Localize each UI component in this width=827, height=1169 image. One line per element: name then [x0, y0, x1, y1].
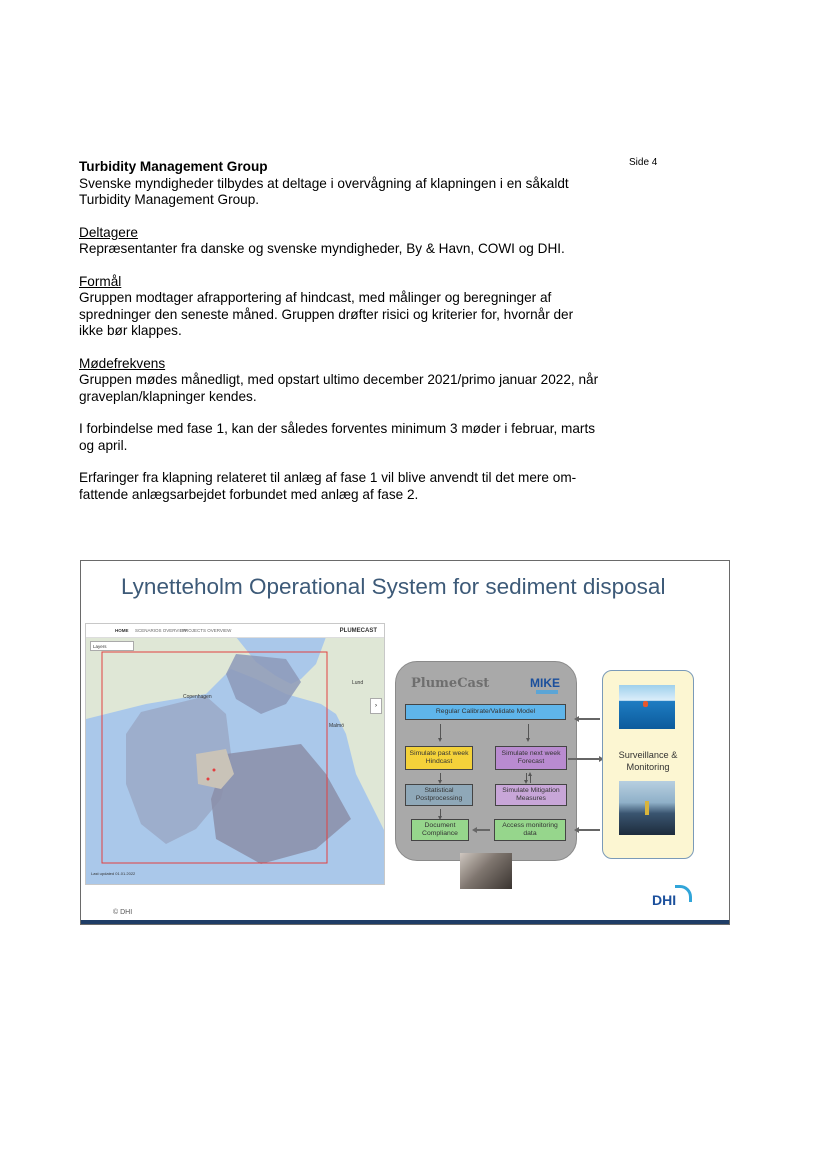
map-nav-scenarios[interactable]: SCENARIOS OVERVIEW — [135, 628, 187, 633]
text-block — [79, 159, 599, 503]
section-body-deltagere: Repræsentanter fra danske og svenske myndigheder, By & Havn, COWI og DHI. — [79, 241, 565, 256]
map-footer: Last updated 01.01.2022 — [91, 871, 136, 876]
section-title-formaal: Formål — [79, 273, 122, 289]
dhi-logo: DHI — [652, 892, 677, 908]
map-graphic — [86, 624, 385, 885]
section-body-formaal: Gruppen modtager afrapportering af hindcast, med målinger og beregninger af spredninger den seneste måned. Gruppen drøfter risici og kriterier for, hvornår der ikke bør klappes. — [79, 290, 574, 338]
sea-photo — [619, 781, 675, 835]
map-brand: PLUMECAST — [339, 628, 377, 634]
arrow-calibrate-forecast — [528, 724, 529, 738]
page-number: Side 4 — [629, 157, 658, 168]
map-panel — [85, 623, 385, 885]
heading: Turbidity Management Group — [79, 159, 268, 174]
access-box: Access monitoring data — [494, 819, 566, 841]
map-nav-projects[interactable]: PROJECTS OVERVIEW — [182, 628, 232, 633]
intro-paragraph: Svenske myndigheder tilbydes at deltage i overvågning af klapningen i en såkaldt Turbidity Management Group. — [79, 175, 569, 207]
layers-select[interactable]: Layers — [90, 641, 134, 651]
slide-figure — [80, 560, 730, 925]
zoom-button[interactable]: › — [370, 698, 382, 714]
buoy-photo — [619, 685, 675, 729]
disposal-marker — [213, 769, 216, 772]
arrow-surveillance-calibrate — [578, 718, 600, 720]
arrow-forecast-mitigation — [526, 773, 527, 780]
section-title-deltagere: Deltagere — [79, 224, 138, 240]
mike-logo: MIKE — [530, 676, 560, 690]
calibrate-box: Regular Calibrate/Validate Model — [405, 704, 566, 720]
mitigation-box: Simulate Mitigation Measures — [495, 784, 567, 806]
copyright: © DHI — [113, 909, 133, 916]
surveillance-label: Surveillance & Monitoring — [618, 750, 678, 772]
arrow-mitigation-forecast-line — [530, 775, 531, 783]
arrow-hindcast-postprocess — [440, 773, 441, 780]
slide-bottom-bar — [81, 920, 729, 924]
section-body-moedefrekvens: Gruppen mødes månedligt, med opstart ultimo december 2021/primo januar 2022, når graveplan/klapninger kendes. — [79, 372, 599, 404]
map-label-malmo: Malmö — [329, 723, 345, 729]
arrow-calibrate-hindcast — [440, 724, 441, 738]
compliance-box: Document Compliance — [411, 819, 469, 841]
map-nav-home[interactable]: HOME — [115, 628, 129, 633]
section-title-moedefrekvens: Mødefrekvens — [79, 355, 166, 371]
surveillance-panel — [602, 670, 694, 859]
arrow-forecast-surveillance — [568, 758, 600, 760]
hands-photo — [460, 853, 512, 889]
arrow-access-compliance — [476, 829, 490, 831]
paragraph-fase1: I forbindelse med fase 1, kan der således forventes minimum 3 møder i februar, marts og april. — [79, 421, 596, 453]
slide-title: Lynetteholm Operational System for sediment disposal — [121, 574, 666, 599]
postprocess-box: Statistical Postprocessing — [405, 784, 473, 806]
dhi-swoosh-icon — [675, 885, 692, 902]
map-label-copenhagen: Copenhagen — [183, 694, 212, 700]
paragraph-fase2: Erfaringer fra klapning relateret til anlæg af fase 1 vil blive anvendt til det mere om-fattende anlægsarbejdet forbundet med anlæg af fase 2. — [79, 470, 577, 502]
forecast-box: Simulate next week Forecast — [495, 746, 567, 770]
plumecast-title: PlumeCast — [411, 676, 490, 691]
map-label-lund: Lund — [352, 680, 364, 686]
disposal-marker-2 — [207, 778, 210, 781]
arrow-surveillance-access — [578, 829, 600, 831]
arrow-postprocess-compliance — [440, 809, 441, 816]
map-navbar — [86, 624, 384, 638]
mike-logo-bar — [536, 690, 558, 694]
hindcast-box: Simulate past week Hindcast — [405, 746, 473, 770]
plumecast-panel — [395, 661, 577, 861]
